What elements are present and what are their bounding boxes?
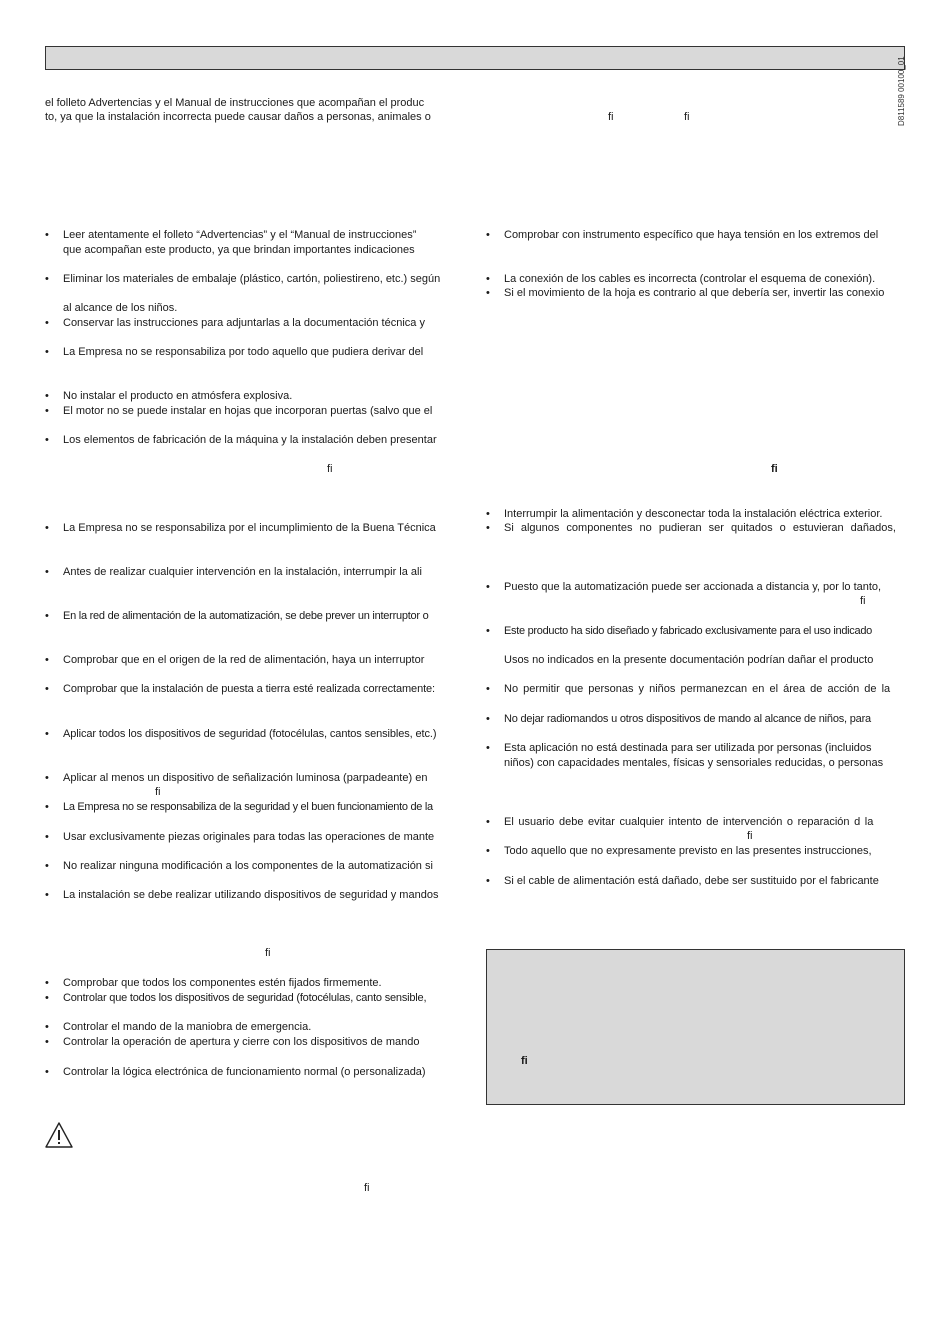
- list-item: • Conservar las instrucciones para adjuntarlas a la documentación técnica y: [45, 317, 425, 329]
- bullet-icon: •: [486, 625, 490, 637]
- bullet-icon: •: [486, 273, 490, 285]
- bullet-icon: •: [45, 346, 49, 358]
- list-item: • Eliminar los materiales de embalaje (plástico, cartón, poliestireno, etc.) según: [45, 273, 441, 285]
- list-item: • Comprobar que la instalación de puesta a tierra esté realizada correctamente:: [45, 683, 436, 695]
- list-item: • Aplicar todos los dispositivos de seguridad (fotocélulas, cantos sensibles, etc.): [45, 728, 437, 740]
- bullet-icon: •: [45, 683, 49, 695]
- bullet-icon: •: [486, 742, 490, 754]
- bullet-icon: •: [486, 683, 490, 695]
- ligature-glyph: ﬁ: [364, 1182, 370, 1194]
- list-item: • Comprobar que todos los componentes estén ﬁjados firmemente.: [45, 977, 382, 989]
- ligature-glyph: ﬁ: [747, 830, 753, 842]
- bullet-icon: •: [486, 816, 490, 828]
- ligature-glyph: ﬁ: [521, 1055, 528, 1067]
- header-bar: [45, 46, 905, 70]
- bullet-icon: •: [45, 860, 49, 872]
- bullet-icon: •: [486, 845, 490, 857]
- list-item: • No permitir que personas y niños permanezcan en el área de acción de la: [486, 683, 891, 695]
- list-item: • Controlar el mando de la maniobra de emergencia.: [45, 1021, 312, 1033]
- bullet-icon: •: [45, 317, 49, 329]
- bullet-icon: •: [486, 508, 490, 520]
- list-item: • Este producto ha sido diseñado y fabricado exclusivamente para el uso indicado: [486, 625, 872, 637]
- list-item: • Controlar la operación de apertura y cierre con los dispositivos de mando: [45, 1036, 420, 1048]
- bullet-icon: •: [45, 1036, 49, 1048]
- bullet-icon: •: [486, 713, 490, 725]
- list-item: • En la red de alimentación de la automatización, se debe prever un interruptor o: [45, 610, 429, 622]
- list-item: • Los elementos de fabricación de la máquina y la instalación deben presentar: [45, 434, 437, 446]
- list-item: • Interrumpir la alimentación y desconectar toda la instalación eléctrica exterior.: [486, 508, 883, 520]
- bullet-icon: •: [45, 801, 49, 813]
- bullet-icon: •: [486, 581, 490, 593]
- list-item: • Todo aquello que no expresamente previsto en las presentes instrucciones,: [486, 845, 872, 857]
- bullet-icon: •: [45, 889, 49, 901]
- list-item: • Usar exclusivamente piezas originales para todas las operaciones de mante: [45, 831, 435, 843]
- list-item: • Leer atentamente el folleto “Advertencias” y el “Manual de instrucciones” que acompañan este producto, ya que brindan importantes indicaciones: [45, 229, 417, 256]
- list-item: • No dejar radiomandos u otros dispositivos de mando al alcance de niños, para: [486, 713, 871, 725]
- list-item: • La Empresa no se responsabiliza de la seguridad y el buen funcionamiento de la: [45, 801, 433, 813]
- bullet-icon: •: [486, 522, 490, 534]
- list-item-continuation: al alcance de los niños.: [63, 302, 178, 314]
- bullet-icon: •: [486, 875, 490, 887]
- ligature-glyph: ﬁ: [771, 463, 778, 475]
- warning-icon: [44, 1121, 74, 1149]
- list-item: • La conexión de los cables es incorrecta (controlar el esquema de conexión).: [486, 273, 876, 285]
- list-item: • Si el cable de alimentación está dañado, debe ser sustituido por el fabricante: [486, 875, 879, 887]
- bullet-icon: •: [486, 229, 490, 241]
- bullet-icon: •: [45, 831, 49, 843]
- list-item: • La instalación se debe realizar utilizando dispositivos de seguridad y mandos: [45, 889, 439, 901]
- bullet-icon: •: [45, 728, 49, 740]
- bullet-icon: •: [45, 390, 49, 402]
- bullet-icon: •: [45, 1021, 49, 1033]
- bullet-icon: •: [45, 1066, 49, 1078]
- bullet-icon: •: [45, 610, 49, 622]
- bullet-icon: •: [45, 772, 49, 784]
- bullet-icon: •: [486, 287, 490, 299]
- list-item: • Si algunos componentes no pudieran ser quitados o estuvieran dañados,: [486, 522, 896, 534]
- ligature-glyph: ﬁ: [155, 786, 161, 798]
- list-item: • Puesto que la automatización puede ser accionada a distancia y, por lo tanto,: [486, 581, 882, 593]
- bullet-icon: •: [45, 992, 49, 1004]
- ligature-glyph: ﬁ: [265, 947, 271, 959]
- list-item: • Comprobar con instrumento específico que haya tensión en los extremos del: [486, 229, 879, 241]
- document-code: D811589 00100_01: [897, 56, 906, 126]
- bullet-icon: •: [45, 522, 49, 534]
- list-item: • Si el movimiento de la hoja es contrario al que debería ser, invertir las conexio: [486, 287, 885, 299]
- list-item: • Esta aplicación no está destinada para ser utilizada por personas (incluidos niños) con capacidades mentales, físicas y sensoriales reducidas, o personas: [486, 742, 884, 769]
- intro-line-1: el folleto Advertencias y el Manual de instrucciones que acompañan el produc: [45, 97, 425, 109]
- bullet-icon: •: [45, 654, 49, 666]
- intro-line-2: to, ya que la instalación incorrecta puede causar daños a personas, animales o: [45, 111, 431, 123]
- bullet-icon: •: [45, 405, 49, 417]
- list-item: • Antes de realizar cualquier intervención en la instalación, interrumpir la ali: [45, 566, 422, 578]
- note-box: [486, 949, 905, 1105]
- bullet-icon: •: [45, 273, 49, 285]
- list-item: • No instalar el producto en atmósfera explosiva.: [45, 390, 293, 402]
- ligature-glyph: ﬁ: [608, 111, 614, 123]
- list-item: • El motor no se puede instalar en hojas que incorporan puertas (salvo que el: [45, 405, 433, 417]
- list-item: • El usuario debe evitar cualquier intento de intervención o reparación d la: [486, 816, 874, 828]
- ligature-glyph: ﬁ: [860, 595, 866, 607]
- list-item: • Controlar que todos los dispositivos de seguridad (fotocélulas, canto sensible,: [45, 992, 427, 1004]
- list-item-continuation: Usos no indicados en la presente documentación podrían dañar el producto: [504, 654, 874, 666]
- list-item: • No realizar ninguna modificación a los componentes de la automatización si: [45, 860, 433, 872]
- list-item: • La Empresa no se responsabiliza por todo aquello que pudiera derivar del: [45, 346, 424, 358]
- bullet-icon: •: [45, 434, 49, 446]
- list-item: • Comprobar que en el origen de la red de alimentación, haya un interruptor: [45, 654, 425, 666]
- list-item: • Aplicar al menos un dispositivo de señalización luminosa (parpadeante) en: [45, 772, 428, 784]
- ligature-glyph: ﬁ: [684, 111, 690, 123]
- bullet-icon: •: [45, 566, 49, 578]
- bullet-icon: •: [45, 229, 49, 241]
- list-item: • La Empresa no se responsabiliza por el incumplimiento de la Buena Técnica: [45, 522, 436, 534]
- ligature-glyph: ﬁ: [327, 463, 333, 475]
- list-item: • Controlar la lógica electrónica de funcionamiento normal (o personalizada): [45, 1066, 426, 1078]
- bullet-icon: •: [45, 977, 49, 989]
